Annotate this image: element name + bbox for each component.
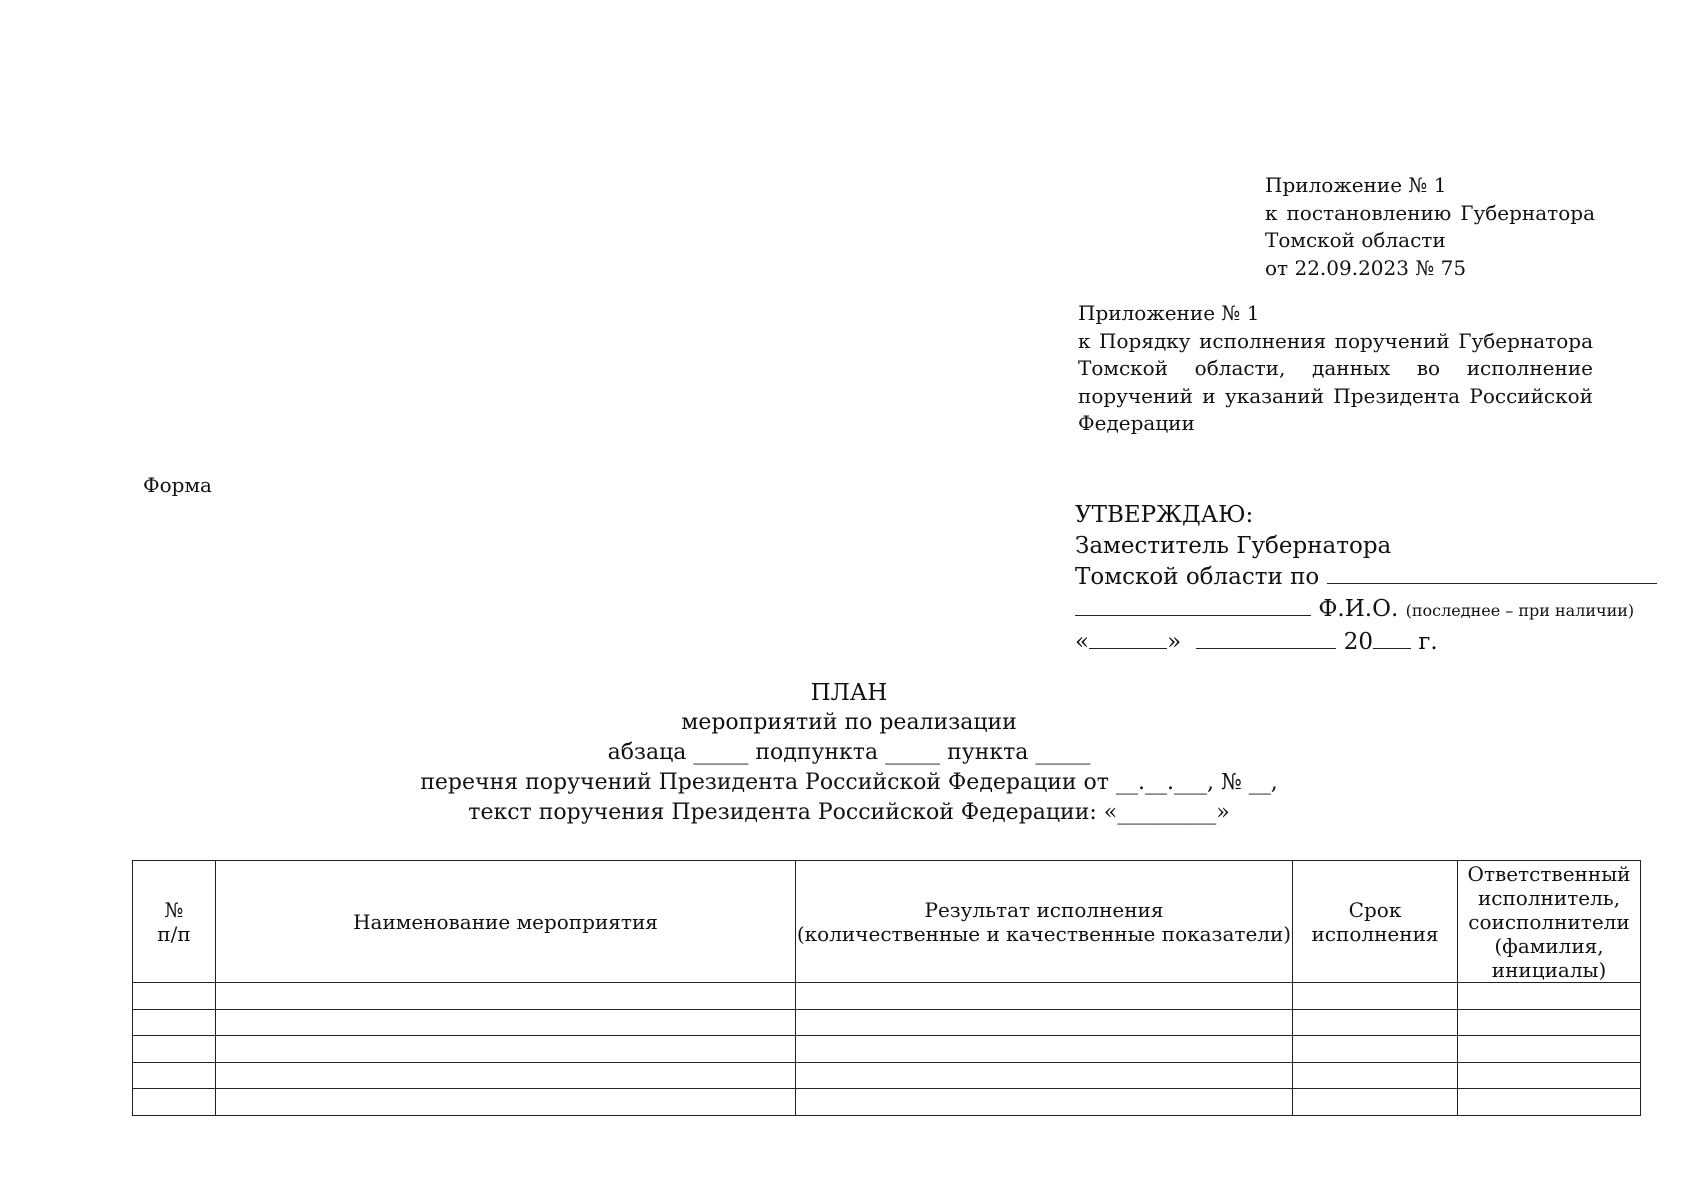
field-blank-line (1327, 561, 1657, 584)
table-cell[interactable] (796, 1089, 1293, 1116)
table-cell[interactable] (133, 1009, 216, 1036)
approval-position: Заместитель Губернатора (1075, 532, 1392, 559)
appendix-order-text-line: Федерации (1078, 411, 1195, 435)
year-suffix: г. (1418, 629, 1438, 655)
table-header-row (133, 861, 1641, 983)
table-cell[interactable] (1293, 983, 1458, 1010)
table-row (133, 1009, 1641, 1036)
table-cell[interactable] (1458, 1089, 1641, 1116)
table-row (133, 1036, 1641, 1063)
approval-heading: УТВЕРЖДАЮ: (1075, 502, 1254, 528)
approval-name-line (1075, 593, 1640, 627)
table-cell[interactable] (216, 1009, 796, 1036)
header-activity-name: Наименование мероприятия (216, 861, 796, 983)
appendix-date-number: от 22.09.2023 № 75 (1265, 255, 1467, 280)
quote-open: « (1075, 629, 1090, 655)
appendix-title: Приложение № 1 (1265, 173, 1447, 197)
plan-title: ПЛАН (810, 680, 888, 706)
approval-position-line (1075, 561, 1640, 593)
plan-paragraph-ref: абзаца _____ подпункта _____ пункта _____ (607, 740, 1091, 765)
appendix-title: Приложение № 1 (1078, 301, 1260, 325)
appendix-order-text-line: Томской области, данных во исполнение (1078, 356, 1593, 380)
table-cell[interactable] (796, 1062, 1293, 1089)
appendix-reference: к постановлению Губернатора (1265, 200, 1595, 225)
table-cell[interactable] (133, 1062, 216, 1089)
table-cell[interactable] (796, 983, 1293, 1010)
table-cell[interactable] (1293, 1036, 1458, 1063)
table-row (133, 1062, 1641, 1089)
header-deadline: Срок исполнения (1293, 861, 1458, 983)
appendix-order-text-line: к Порядку исполнения поручений Губернатора (1078, 328, 1593, 353)
year-prefix: 20 (1343, 629, 1374, 655)
table-cell[interactable] (216, 983, 796, 1010)
signature-blank-line (1075, 593, 1311, 616)
approval-block (1075, 500, 1640, 658)
month-blank-line (1196, 626, 1336, 649)
approval-region: Томской области по (1075, 564, 1320, 590)
table-row (133, 983, 1641, 1010)
table-cell[interactable] (796, 1009, 1293, 1036)
plan-list-ref: перечня поручений Президента Российской Федерации от __.__.___, № __, (420, 770, 1278, 795)
plan-instruction-text: текст поручения Президента Российской Федерации: «_________» (468, 800, 1230, 825)
appendix-order-block (1078, 300, 1593, 438)
table-cell[interactable] (133, 983, 216, 1010)
approval-date-line (1075, 626, 1640, 658)
table-cell[interactable] (216, 1089, 796, 1116)
table-cell[interactable] (133, 1089, 216, 1116)
table-cell[interactable] (1458, 1036, 1641, 1063)
table-cell[interactable] (1293, 1062, 1458, 1089)
table-cell[interactable] (796, 1036, 1293, 1063)
table-cell[interactable] (1458, 1062, 1641, 1089)
header-number: № п/п (133, 861, 216, 983)
name-label: Ф.И.О. (1318, 595, 1399, 622)
quote-close: » (1167, 629, 1182, 655)
header-responsible: Ответственный исполнитель, соисполнители (фамилия, инициалы) (1458, 861, 1641, 983)
appendix-order-text-line: поручений и указаний Президента Российской (1078, 383, 1593, 408)
table-cell[interactable] (216, 1036, 796, 1063)
form-label: Форма (143, 473, 212, 497)
name-note: (последнее – при наличии) (1405, 600, 1635, 620)
table-cell[interactable] (1458, 983, 1641, 1010)
year-blank-line (1373, 626, 1411, 649)
table-body (133, 983, 1641, 1116)
appendix-resolution-block (1265, 172, 1595, 282)
day-blank-line (1089, 626, 1167, 649)
appendix-region: Томской области (1265, 228, 1446, 252)
plan-subtitle: мероприятий по реализации (681, 710, 1017, 735)
header-result: Результат исполнения (количественные и качественные показатели) (796, 861, 1293, 983)
table-cell[interactable] (1293, 1089, 1458, 1116)
table-row (133, 1089, 1641, 1116)
table-cell[interactable] (133, 1036, 216, 1063)
table-cell[interactable] (1458, 1009, 1641, 1036)
table-cell[interactable] (216, 1062, 796, 1089)
plan-heading (0, 678, 1698, 828)
table-cell[interactable] (1293, 1009, 1458, 1036)
plan-table (132, 860, 1641, 1116)
